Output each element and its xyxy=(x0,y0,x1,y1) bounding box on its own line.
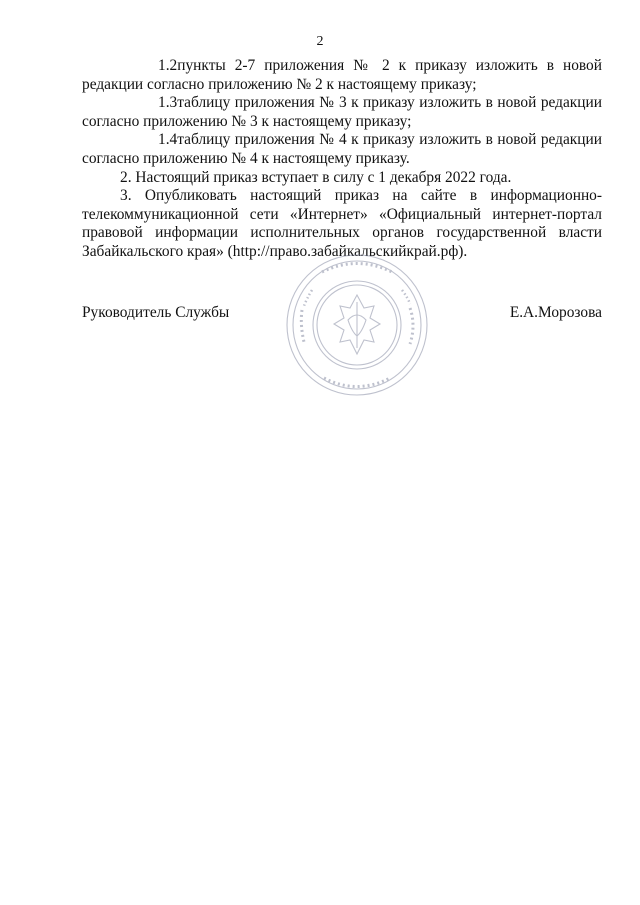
paragraph-1-3 xyxy=(82,94,602,131)
paragraph-2 xyxy=(82,169,602,188)
order-text xyxy=(82,57,602,262)
paragraph-number: 2. xyxy=(120,168,132,186)
paragraph-number: 1.3 xyxy=(158,94,178,112)
paragraph-number: 1.4 xyxy=(158,131,178,149)
paragraph-text: таблицу приложения № 4 к приказу изложить в новой редакции согласно приложению № 4 к настоящему приказу. xyxy=(82,131,602,167)
paragraph-number: 1.2 xyxy=(158,57,178,74)
paragraph-text: Настоящий приказ вступает в силу с 1 декабря 2022 года. xyxy=(135,168,512,186)
paragraph-1-4 xyxy=(82,131,602,168)
signatory-position: Руководитель Службы xyxy=(82,304,230,321)
paragraph-1-2 xyxy=(82,57,602,94)
page-number: 2 xyxy=(316,34,324,49)
signatory-name: Е.А.Морозова xyxy=(509,304,602,321)
official-seal-stamp xyxy=(282,250,432,400)
paragraph-number: 3. xyxy=(120,187,132,205)
paragraph-text: таблицу приложения № 3 к приказу изложить в новой редакции согласно приложению № 3 к настоящему приказу; xyxy=(82,94,602,130)
paragraph-text: Опубликовать настоящий приказ на сайте в информационно-телекоммуникационной сети «Интернет» «Официальный интернет-портал правовой информации исполнительных органов государственной власти Забайкальского края» (http://право.забайкальскийкрай.рф). xyxy=(82,187,602,260)
paragraph-text: пункты 2-7 приложения № 2 к приказу изложить в новой редакции согласно приложению № 2 к настоящему приказу; xyxy=(82,57,602,93)
